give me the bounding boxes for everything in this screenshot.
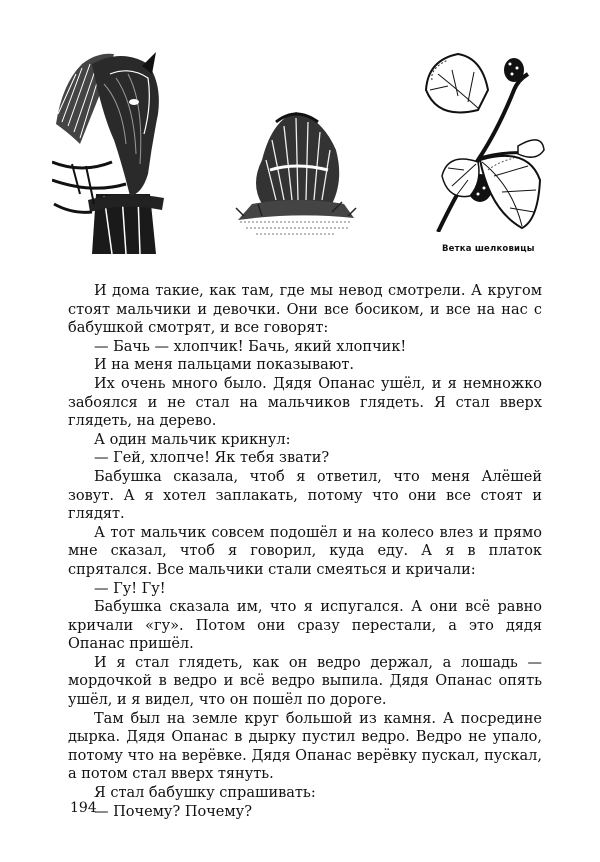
dialogue-line: — Бачь — хлопчик! Бачь, який хлопчик! <box>94 338 407 355</box>
paragraph: И дома такие, как там, где мы невод смотрели. А кругом стоят мальчики и девочки. Они все босиком, и все на нас с бабушкой смотрят, и все говорят: <box>68 283 542 337</box>
dialogue-line: — Гей, хлопче! Як тебя звати? <box>94 450 330 467</box>
paragraph: Бабушка сказала им, что я испугался. А они всё равно кричали «гу». Потом они сразу перестали, а это дядя Опанас пришёл. <box>68 599 542 653</box>
paragraph: Там был на земле круг большой из камня. А посредине дырка. Дядя Опанас в дырку пустил ведро. Ведро не упало, потому что на верёвке. Дядя Опанас верёвку пускал, пускал, а потом стал вверх тянуть. <box>68 710 542 783</box>
paragraph: А один мальчик крикнул: <box>94 431 291 448</box>
page-number: 194 <box>70 800 97 816</box>
mulberry-branch-illustration <box>418 50 546 232</box>
dialogue-line: — Почему? Почему? <box>94 803 252 820</box>
paragraph: Их очень много было. Дядя Опанас ушёл, и я немножко забоялся и не стал на мальчиков глядеть. Я стал вверх глядеть, на дерево. <box>68 375 542 430</box>
paragraph: Я стал бабушку спрашивать: <box>94 785 316 802</box>
wheat-sheaf-illustration <box>232 100 360 238</box>
horse-head-illustration <box>52 44 168 254</box>
paragraph: И на меня пальцами показывают. <box>94 357 355 374</box>
paragraph: И я стал глядеть, как он ведро держал, а лошадь — мордочкой в ведро и всё ведро выпила. Дядя Опанас опять ушёл, и я видел, что он пошёл по дороге. <box>68 654 542 709</box>
illustration-caption: Ветка шелковицы <box>442 244 535 254</box>
dialogue-line: — Гу! Гу! <box>94 580 166 597</box>
body-text <box>68 282 542 821</box>
paragraph: Бабушка сказала, чтоб я ответил, что меня Алёшей зовут. А я хотел заплакать, потому что они все стоят и глядят. <box>68 468 542 523</box>
paragraph: А тот мальчик совсем подошёл и на колесо влез и прямо мне сказал, чтоб я говорил, куда еду. А я в платок спрятался. Все мальчики стали смеяться и кричали: <box>68 524 542 578</box>
